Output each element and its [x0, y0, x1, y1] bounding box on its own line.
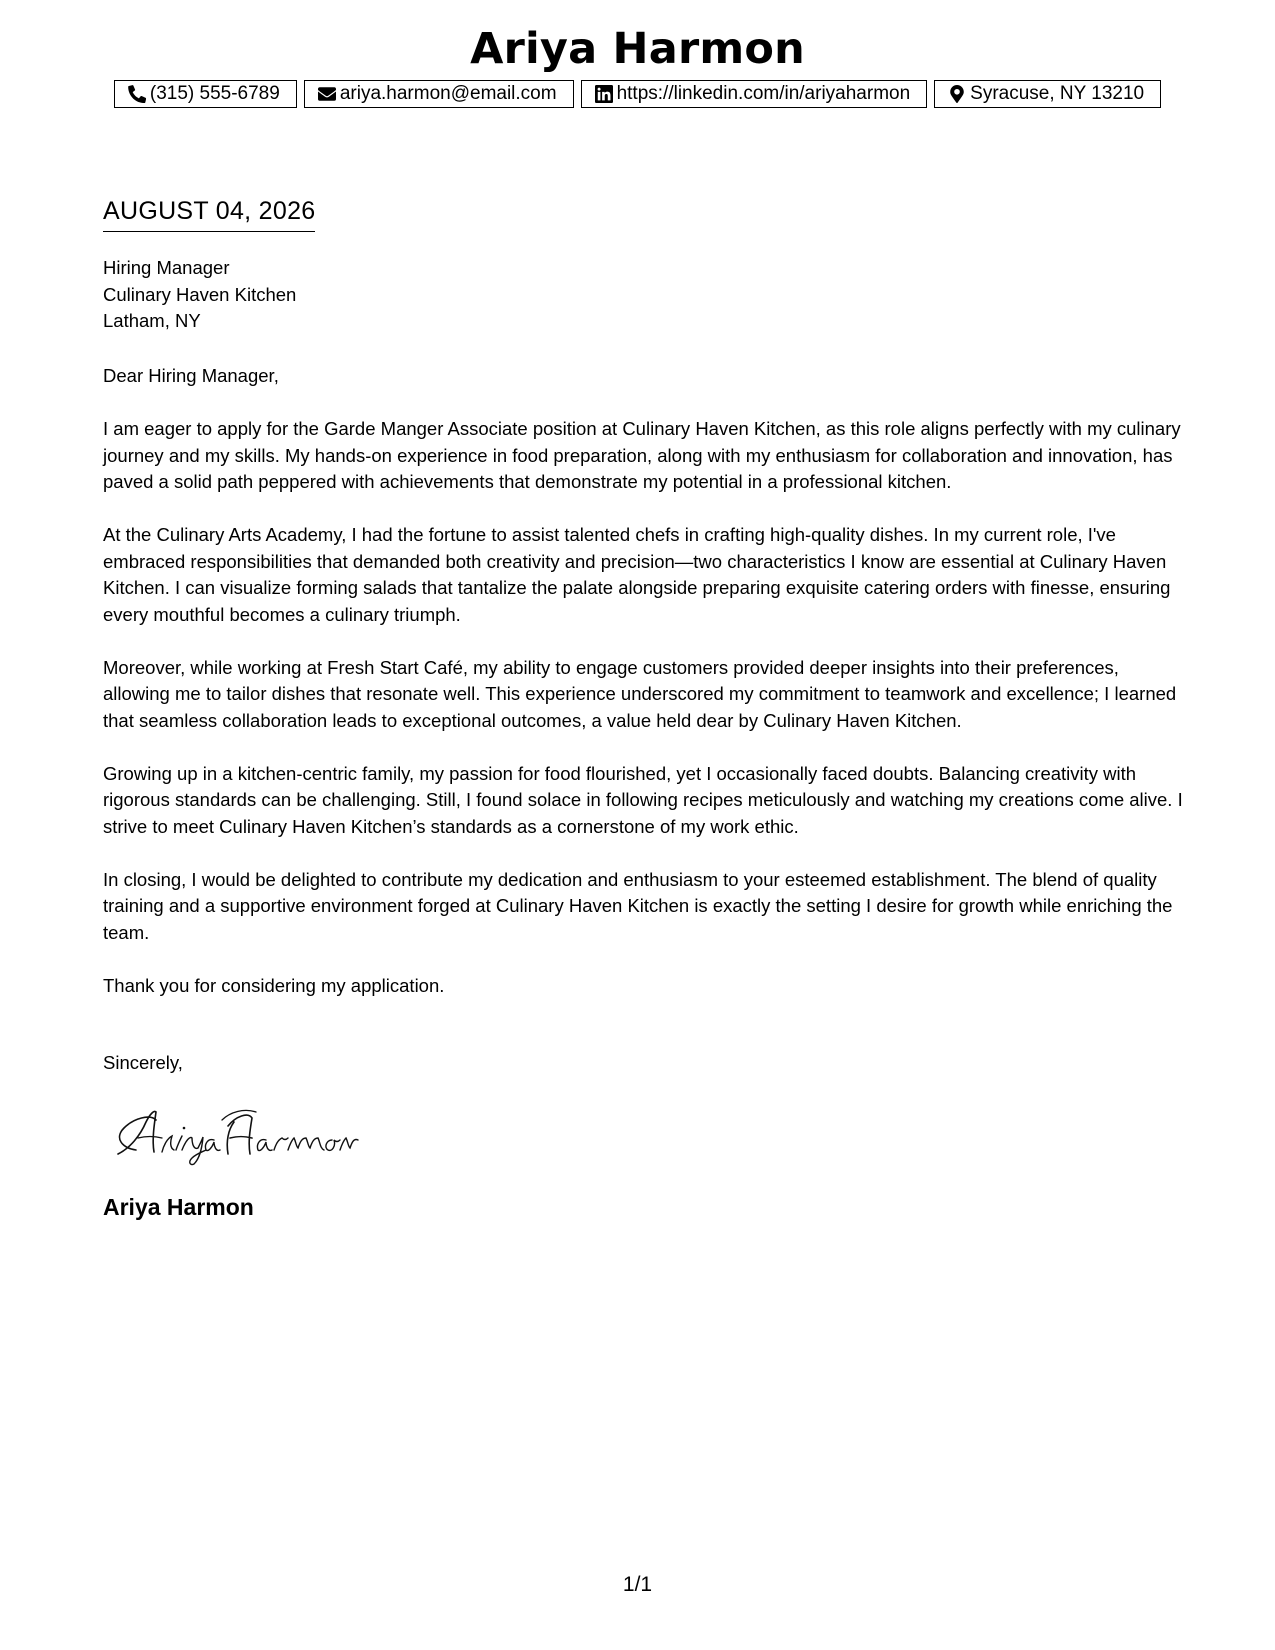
contact-linkedin-text: https://linkedin.com/in/ariyaharmon: [616, 83, 911, 104]
body-paragraph: Moreover, while working at Fresh Start Café, my ability to engage customers provided deeper insights into their preferences, allowing me to tailor dishes that resonate well. This experience underscored my commitment to teamwork and excellence; I learned that seamless collaboration leads to exceptional outcomes, a value held dear by Culinary Haven Kitchen.: [103, 656, 1177, 731]
recipient-location: Latham, NY: [103, 310, 201, 331]
body-paragraph: I am eager to apply for the Garde Manger Associate position at Culinary Haven Kitchen, as this role aligns perfectly with my culinary journey and my skills. My hands-on experience in food preparation, along with my enthusiasm for collaboration and innovation, has paved a solid path peppered with achievements that demonstrate my potential in a professional kitchen.: [103, 418, 1181, 492]
applicant-name-header: Ariya Harmon: [470, 24, 805, 74]
body-paragraph: Thank you for considering my application.: [103, 974, 445, 996]
contact-phone: [114, 80, 297, 108]
envelope-icon: [317, 84, 337, 104]
body-paragraph: Growing up in a kitchen-centric family, my passion for food flourished, yet I occasionally faced doubts. Balancing creativity with rigorous standards can be challenging. Still, I found solace in following recipes meticulously and watching my creations come alive. I strive to meet Culinary Haven Kitchen’s standards as a cornerstone of my work ethic.: [103, 762, 1183, 837]
phone-icon: [127, 84, 147, 104]
linkedin-icon: [594, 84, 614, 104]
contact-email-text: ariya.harmon@email.com: [339, 83, 557, 104]
signed-name: Ariya Harmon: [103, 1194, 254, 1220]
contact-linkedin: [581, 80, 928, 108]
recipient-block: [103, 255, 296, 335]
page-number: 1/1: [622, 1573, 653, 1596]
letter-body: [103, 363, 1183, 1026]
body-paragraph: At the Culinary Arts Academy, I had the fortune to assist talented chefs in crafting high-quality dishes. In my current role, I've embraced responsibilities that demanded both creativity and precision—two characteristics I know are essential at Culinary Haven Kitchen. I can visualize forming salads that tantalize the palate alongside preparing exquisite catering orders with finesse, ensuring every mouthful becomes a culinary triumph.: [103, 524, 1171, 625]
contact-location-text: Syracuse, NY 13210: [970, 83, 1145, 104]
recipient-title: Hiring Manager: [103, 257, 230, 278]
body-paragraph: In closing, I would be delighted to contribute my dedication and enthusiasm to your esteemed establishment. The blend of quality training and a supportive environment forged at Culinary Haven Kitchen is exactly the setting I desire for growth while enriching the team.: [103, 868, 1173, 943]
recipient-company: Culinary Haven Kitchen: [103, 283, 297, 305]
salutation: Dear Hiring Manager,: [103, 365, 279, 386]
closing: Sincerely,: [103, 1052, 183, 1073]
letter-date: AUGUST 04, 2026: [103, 196, 315, 232]
map-marker-icon: [947, 84, 967, 104]
contact-location: [934, 80, 1161, 108]
contact-phone-text: (315) 555-6789: [149, 83, 280, 104]
contact-email: [304, 80, 574, 108]
handwritten-signature: [110, 1098, 360, 1168]
contact-info-row: [0, 80, 1275, 108]
